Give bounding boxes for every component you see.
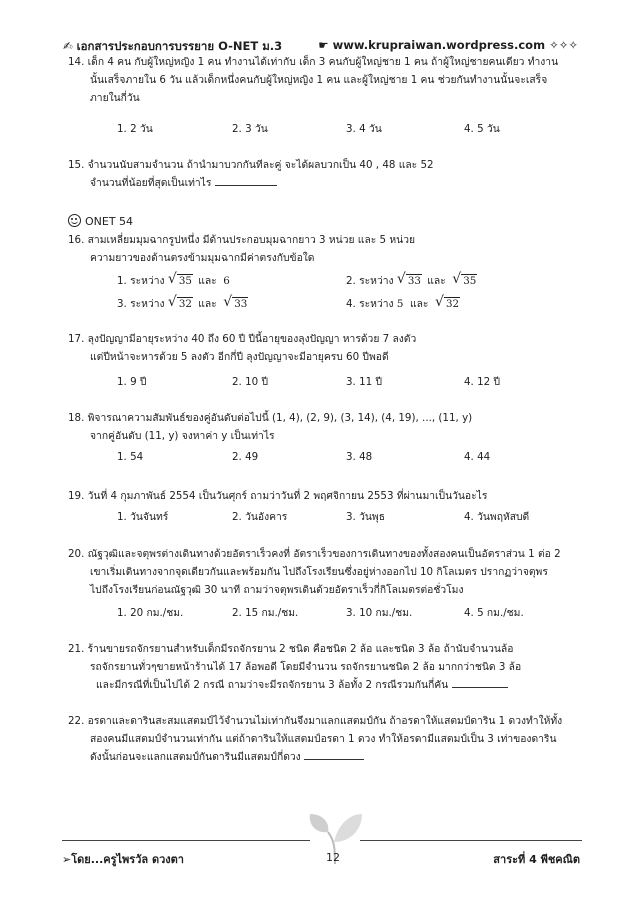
writing-hand-icon: ✍ <box>63 39 73 53</box>
q14-line2: นั้นเสร็จภายใน 6 วัน แล้วเด็กหนึ่งคนกับผู้ใหญ่หญิง 1 คน และผู้ใหญ่ชาย 1 คน ช่วยกันทำงานนั้นจะเสร็จ <box>90 74 548 86</box>
and-word: และ <box>198 275 217 287</box>
q14-option-4[interactable]: 4. 5 วัน <box>464 123 500 135</box>
q18-line2: จากคู่อันดับ (11, y) จงหาค่า y เป็นเท่าไร <box>90 430 275 442</box>
q16-option-3[interactable] <box>117 295 250 312</box>
q20-option-1[interactable]: 1. 20 กม./ชม. <box>117 607 184 619</box>
q20-line3: ไปถึงโรงเรียนก่อนณัฐวุฒิ 30 นาที ถามว่าจตุพรเดินด้วยอัตราเร็วกี่กิโลเมตรต่อชั่วโมง <box>90 584 464 596</box>
q14-option-2[interactable]: 2. 3 วัน <box>232 123 268 135</box>
q22-line3 <box>90 749 364 767</box>
answer-blank[interactable] <box>452 687 508 688</box>
q14-option-1[interactable]: 1. 2 วัน <box>117 123 153 135</box>
q16-option-2-prefix: 2. ระหว่าง <box>346 275 394 287</box>
sqrt-symbol: √ 35 <box>167 271 192 287</box>
value: 5 <box>396 298 404 310</box>
q22-line1: 22. อรดาและดารินสะสมแสตมป์ไว้จำนวนไม่เท่ากันจึงมาแลกแสตมป์กัน ถ้าอรดาให้แสตมป์ดาริน 1 ดวงทำให้ทั้ง <box>68 715 563 727</box>
and-word: และ <box>427 275 446 287</box>
q18-option-4[interactable]: 4. 44 <box>464 451 491 463</box>
sparkle-icon: ✧✧✧ <box>549 38 578 52</box>
q19-line1: 19. วันที่ 4 กุมภาพันธ์ 2554 เป็นวันศุกร์ ถามว่าวันที่ 2 พฤศจิกายน 2553 ที่ผ่านมาเป็นวันอะไร <box>68 490 488 502</box>
sqrt-symbol: √ 35 <box>452 271 477 287</box>
q16-option-2[interactable] <box>346 272 479 289</box>
q16-option-4[interactable] <box>346 295 462 312</box>
q18-option-1[interactable]: 1. 54 <box>117 451 144 463</box>
q14-line1: 14. เด็ก 4 คน กับผู้ใหญ่หญิง 1 คน ทำงานได้เท่ากับ เด็ก 3 คนกับผู้ใหญ่ชาย 1 คน ถ้าผู้ใหญ่ชายคนเดียว ทำงาน <box>68 56 559 68</box>
q22-line3-text: ดังนั้นก่อนจะแลกแสตมป์กันดารินมีแสตมป์กี่ดวง <box>90 751 301 763</box>
q17-option-4[interactable]: 4. 12 ปี <box>464 376 501 388</box>
radicand: 35 <box>463 275 477 287</box>
header-right <box>318 38 578 52</box>
and-word: และ <box>198 298 217 310</box>
page-number: 12 <box>326 851 340 864</box>
q16-option-4-prefix: 4. ระหว่าง <box>346 298 394 310</box>
q17-option-3[interactable]: 3. 11 ปี <box>346 376 383 388</box>
q16-option-1[interactable] <box>117 272 230 289</box>
header-left-text: เอกสารประกอบการบรรยาย O-NET ม.3 <box>76 39 283 53</box>
q16-line2: ความยาวของด้านตรงข้ามมุมฉากมีค่าตรงกับข้อใด <box>90 252 315 264</box>
q15-line2-text: จำนวนที่น้อยที่สุดเป็นเท่าไร <box>90 177 212 189</box>
smiley-icon <box>68 214 81 227</box>
q21-line2: รถจักรยานทั่วๆขายหน้าร้านได้ 17 ล้อพอดี โดยมีจำนวน รถจักรยานชนิด 2 ล้อ มากกว่าชนิด 3 ล้อ <box>90 661 522 673</box>
q19-option-4[interactable]: 4. วันพฤหัสบดี <box>464 511 530 523</box>
q20-line2: เขาเริ่มเดินทางจากจุดเดียวกันและพร้อมกัน ไปถึงโรงเรียนซึ่งอยู่ห่างออกไป 10 กิโลเมตร ปรากฏว่าจตุพร <box>90 566 548 578</box>
section-heading <box>68 214 133 228</box>
q18-line1: 18. พิจารณาความสัมพันธ์ของคู่อันดับต่อไปนี้ (1, 4), (2, 9), (3, 14), (4, 19), ..., (11, y) <box>68 412 473 424</box>
q18-option-3[interactable]: 3. 48 <box>346 451 373 463</box>
q16-option-3-prefix: 3. ระหว่าง <box>117 298 165 310</box>
q20-option-3[interactable]: 3. 10 กม./ชม. <box>346 607 413 619</box>
footer-divider-right <box>360 840 582 841</box>
q21-line3 <box>96 677 508 695</box>
answer-blank[interactable] <box>304 759 364 760</box>
q22-line2: สองคนมีแสตมป์จำนวนเท่ากัน แต่ถ้าดารินให้แสตมป์อรดา 1 ดวง ทำให้อรดามีแสตมป์เป็น 3 เท่าของดาริน <box>90 733 557 745</box>
footer-author: โดย...ครูไพรวัล ดวงตา <box>71 853 184 866</box>
radicand: 35 <box>178 275 192 287</box>
footer-divider-left <box>62 840 310 841</box>
q18-option-2[interactable]: 2. 49 <box>232 451 259 463</box>
q19-option-1[interactable]: 1. วันจันทร์ <box>117 511 169 523</box>
footer-left <box>62 850 184 868</box>
sqrt-symbol: √ 33 <box>396 271 421 287</box>
q21-line3-text: และมีกรณีที่เป็นไปได้ 2 กรณี ถามว่าจะมีรถจักรยาน 3 ล้อทั้ง 2 กรณีรวมกันกี่คัน <box>96 679 449 691</box>
q16-option-1-prefix: 1. ระหว่าง <box>117 275 165 287</box>
q17-option-2[interactable]: 2. 10 ปี <box>232 376 269 388</box>
q17-line1: 17. ลุงปัญญามีอายุระหว่าง 40 ถึง 60 ปี ปีนี้อายุของลุงปัญญา หารด้วย 7 ลงตัว <box>68 333 417 345</box>
and-word: และ <box>409 298 429 310</box>
section-title: ONET 54 <box>85 215 134 228</box>
q21-line1: 21. ร้านขายรถจักรยานสำหรับเด็กมีรถจักรยาน 2 ชนิด คือชนิด 2 ล้อ และชนิด 3 ล้อ ถ้านับจำนวนล้อ <box>68 643 514 655</box>
q19-option-3[interactable]: 3. วันพุธ <box>346 511 385 523</box>
q20-option-2[interactable]: 2. 15 กม./ชม. <box>232 607 299 619</box>
answer-blank[interactable] <box>215 185 277 186</box>
q20-line1: 20. ณัฐวุฒิและจตุพรต่างเดินทางด้วยอัตราเร็วคงที่ อัตราเร็วของการเดินทางของทั้งสองคนเป็นอัตราส่วน 1 ต่อ 2 <box>68 548 561 560</box>
q15-line2 <box>90 175 277 193</box>
q15-line1: 15. จำนวนนับสามจำนวน ถ้านำมาบวกกันทีละคู่ จะได้ผลบวกเป็น 40 , 48 และ 52 <box>68 159 434 171</box>
header-right-text[interactable]: www.krupraiwan.wordpress.com <box>332 38 546 52</box>
radicand: 32 <box>178 298 192 310</box>
pointing-hand-icon: ☛ <box>318 38 329 52</box>
q16-line1: 16. สามเหลี่ยมมุมฉากรูปหนึ่ง มีด้านประกอบมุมฉากยาว 3 หน่วย และ 5 หน่วย <box>68 234 416 246</box>
q14-line3: ภายในกี่วัน <box>90 92 140 104</box>
q20-option-4[interactable]: 4. 5 กม./ชม. <box>464 607 524 619</box>
sqrt-symbol: √ 33 <box>223 294 248 310</box>
q17-option-1[interactable]: 1. 9 ปี <box>117 376 147 388</box>
sqrt-symbol: √ 32 <box>434 294 460 310</box>
radicand: 33 <box>234 298 248 310</box>
q14-option-3[interactable]: 3. 4 วัน <box>346 123 382 135</box>
sqrt-symbol: √ 32 <box>167 294 192 310</box>
radicand: 33 <box>407 275 421 287</box>
footer-subject: สาระที่ 4 พีชคณิต <box>493 853 580 866</box>
arrow-bullet-icon: ➢ <box>62 853 72 866</box>
q19-option-2[interactable]: 2. วันอังคาร <box>232 511 288 523</box>
radicand: 32 <box>445 298 460 310</box>
value: 6 <box>223 275 230 287</box>
q17-line2: แต่ปีหน้าจะหารด้วย 5 ลงตัว อีกกี่ปี ลุงปัญญาจะมีอายุครบ 60 ปีพอดี <box>90 351 389 363</box>
